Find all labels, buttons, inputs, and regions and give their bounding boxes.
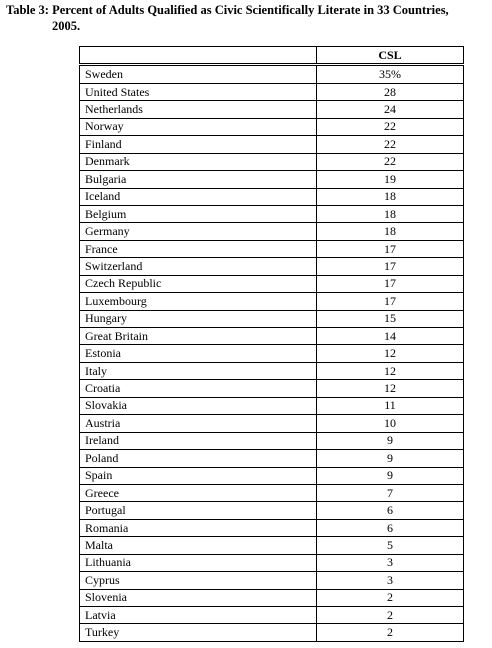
table-row: [80, 293, 464, 310]
country-cell: Croatia: [80, 380, 317, 397]
table-row: [80, 397, 464, 414]
country-cell: Czech Republic: [80, 275, 317, 292]
country-cell: Germany: [80, 223, 317, 240]
table-row: [80, 380, 464, 397]
table-row: [80, 328, 464, 345]
country-cell: Switzerland: [80, 258, 317, 275]
table-row: [80, 275, 464, 292]
country-cell: Bulgaria: [80, 171, 317, 188]
table-row: [80, 624, 464, 641]
table-row: [80, 467, 464, 484]
country-cell: Sweden: [80, 65, 317, 83]
country-cell: Slovenia: [80, 589, 317, 606]
country-cell: Italy: [80, 362, 317, 379]
country-cell: Cyprus: [80, 572, 317, 589]
table-row: [80, 554, 464, 571]
csl-value-cell: 9: [317, 450, 464, 467]
table-row: [80, 240, 464, 257]
header-blank-cell: [80, 47, 317, 65]
csl-value-cell: 22: [317, 153, 464, 170]
csl-value-cell: 12: [317, 362, 464, 379]
csl-value-cell: 18: [317, 188, 464, 205]
csl-value-cell: 28: [317, 83, 464, 100]
table-row: [80, 205, 464, 222]
table-row: [80, 589, 464, 606]
header-csl: CSL: [317, 47, 464, 65]
country-cell: Belgium: [80, 205, 317, 222]
csl-value-cell: 18: [317, 205, 464, 222]
table-row: [80, 101, 464, 118]
table-caption-line-2: 2005.: [52, 19, 81, 33]
country-cell: Great Britain: [80, 328, 317, 345]
csl-value-cell: 2: [317, 624, 464, 641]
csl-value-cell: 17: [317, 275, 464, 292]
country-cell: Austria: [80, 415, 317, 432]
csl-table: [79, 46, 464, 642]
country-cell: Luxembourg: [80, 293, 317, 310]
csl-value-cell: 2: [317, 589, 464, 606]
csl-value-cell: 15: [317, 310, 464, 327]
table-header-row: [80, 47, 464, 65]
table-row: [80, 171, 464, 188]
table-row: [80, 188, 464, 205]
country-cell: Malta: [80, 537, 317, 554]
csl-value-cell: 10: [317, 415, 464, 432]
table-row: [80, 607, 464, 624]
table-row: [80, 65, 464, 83]
table-row: [80, 362, 464, 379]
csl-value-cell: 7: [317, 484, 464, 501]
table-row: [80, 83, 464, 100]
country-cell: Denmark: [80, 153, 317, 170]
csl-value-cell: 11: [317, 397, 464, 414]
table-row: [80, 432, 464, 449]
table-caption: [6, 2, 484, 34]
csl-value-cell: 6: [317, 519, 464, 536]
csl-value-cell: 3: [317, 572, 464, 589]
csl-value-cell: 3: [317, 554, 464, 571]
csl-value-cell: 22: [317, 118, 464, 135]
table-row: [80, 537, 464, 554]
table-row: [80, 258, 464, 275]
csl-value-cell: 12: [317, 345, 464, 362]
country-cell: Iceland: [80, 188, 317, 205]
csl-value-cell: 17: [317, 240, 464, 257]
country-cell: Estonia: [80, 345, 317, 362]
table-row: [80, 136, 464, 153]
csl-value-cell: 5: [317, 537, 464, 554]
country-cell: Poland: [80, 450, 317, 467]
csl-value-cell: 2: [317, 607, 464, 624]
csl-value-cell: 24: [317, 101, 464, 118]
table-row: [80, 519, 464, 536]
table-row: [80, 415, 464, 432]
country-cell: Finland: [80, 136, 317, 153]
country-cell: Hungary: [80, 310, 317, 327]
country-cell: Greece: [80, 484, 317, 501]
csl-value-cell: 6: [317, 502, 464, 519]
table-row: [80, 572, 464, 589]
table-row: [80, 345, 464, 362]
csl-value-cell: 35%: [317, 65, 464, 83]
country-cell: France: [80, 240, 317, 257]
table-row: [80, 310, 464, 327]
country-cell: United States: [80, 83, 317, 100]
table-row: [80, 502, 464, 519]
country-cell: Lithuania: [80, 554, 317, 571]
csl-value-cell: 17: [317, 258, 464, 275]
csl-value-cell: 9: [317, 432, 464, 449]
csl-value-cell: 14: [317, 328, 464, 345]
country-cell: Ireland: [80, 432, 317, 449]
table-row: [80, 484, 464, 501]
csl-value-cell: 17: [317, 293, 464, 310]
country-cell: Turkey: [80, 624, 317, 641]
table-body: [80, 65, 464, 641]
csl-value-cell: 12: [317, 380, 464, 397]
table-caption-line-1: Table 3: Percent of Adults Qualified as Civic Scientifically Literate in 33 Countries,: [6, 3, 449, 17]
table-row: [80, 118, 464, 135]
csl-value-cell: 9: [317, 467, 464, 484]
table-row: [80, 450, 464, 467]
country-cell: Spain: [80, 467, 317, 484]
csl-value-cell: 19: [317, 171, 464, 188]
country-cell: Portugal: [80, 502, 317, 519]
table-row: [80, 153, 464, 170]
country-cell: Romania: [80, 519, 317, 536]
country-cell: Netherlands: [80, 101, 317, 118]
country-cell: Latvia: [80, 607, 317, 624]
csl-value-cell: 18: [317, 223, 464, 240]
country-cell: Slovakia: [80, 397, 317, 414]
table-row: [80, 223, 464, 240]
country-cell: Norway: [80, 118, 317, 135]
csl-value-cell: 22: [317, 136, 464, 153]
